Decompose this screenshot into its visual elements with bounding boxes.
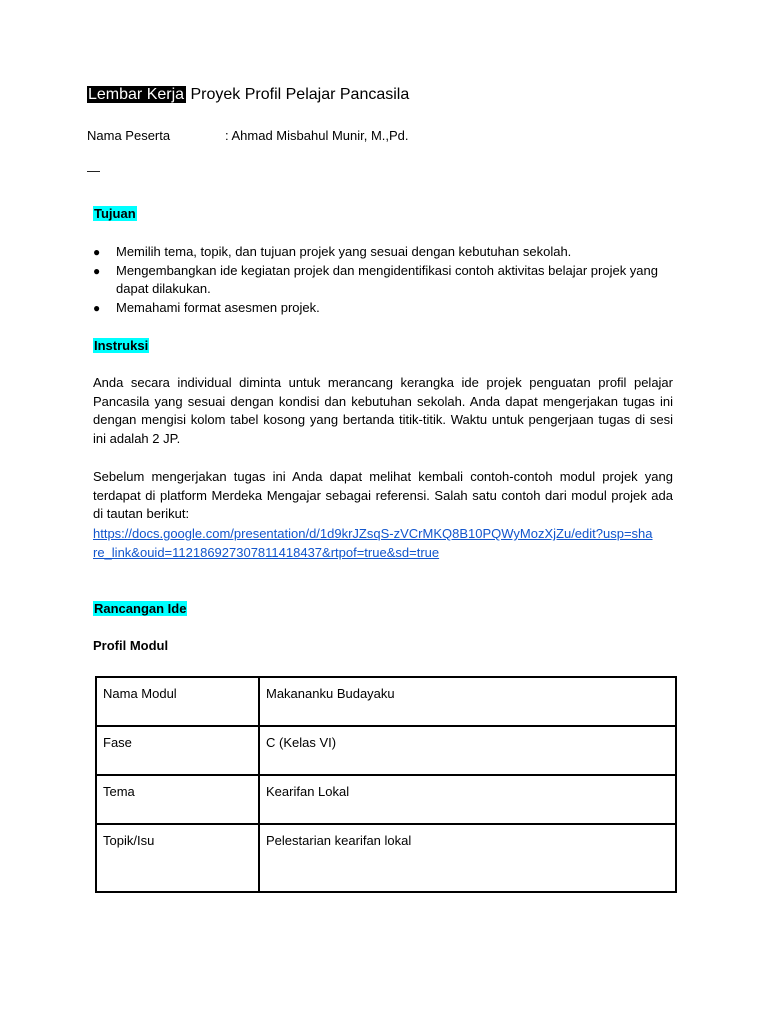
table-cell-value[interactable]: C (Kelas VI) — [259, 726, 676, 775]
table-row — [96, 824, 676, 892]
participant-label: Nama Peserta — [87, 128, 171, 143]
bullet-icon: ● — [93, 300, 101, 315]
participant-line — [87, 127, 409, 145]
table-cell-value[interactable]: Kearifan Lokal — [259, 775, 676, 824]
bullet-icon: ● — [93, 263, 101, 278]
tujuan-list — [93, 243, 693, 317]
instruksi-paragraph-1: Anda secara individual diminta untuk merancang kerangka ide projek penguatan profil pelajar Pancasila yang sesuai dengan kondisi dan kebutuhan sekolah. Anda dapat mengerjakan tugas ini dengan mengisi kolom tabel kosong yang bertanda titik-titik. Waktu untuk pengerjaan tugas di sesi ini adalah 2 JP. — [93, 375, 673, 446]
table-row — [96, 677, 676, 726]
list-item — [93, 299, 693, 318]
table-cell-value[interactable]: Pelestarian kearifan lokal — [259, 824, 676, 892]
list-item-text: Memahami format asesmen projek. — [116, 299, 320, 315]
instruksi-paragraph-2: Sebelum mengerjakan tugas ini Anda dapat melihat kembali contoh-contoh modul projek yang terdapat di platform Merdeka Mengajar sebagai referensi. Salah satu contoh dari modul projek ada di tautan berikut: — [93, 469, 673, 521]
table-cell-label: Fase — [96, 726, 259, 775]
table-cell-label: Tema — [96, 775, 259, 824]
table-row — [96, 775, 676, 824]
table-cell-label: Nama Modul — [96, 677, 259, 726]
list-item — [93, 262, 693, 299]
list-item-text: Memilih tema, topik, dan tujuan projek yang sesuai dengan kebutuhan sekolah. — [116, 244, 572, 259]
table-row — [96, 726, 676, 775]
list-item — [93, 243, 693, 262]
rancangan-heading-text: Rancangan Ide — [94, 601, 187, 616]
separator-dash: — — [87, 163, 100, 178]
tujuan-heading — [93, 205, 137, 222]
list-item-text: Mengembangkan ide kegiatan projek dan mengidentifikasi contoh aktivitas belajar projek yang dapat dilakukan. — [116, 262, 659, 296]
participant-value: : Ahmad Misbahul Munir, M.,Pd. — [225, 128, 409, 143]
title-highlight: Lembar Kerja — [88, 86, 185, 103]
title-rest: Proyek Profil Pelajar Pancasila — [186, 86, 410, 103]
table-cell-label: Topik/Isu — [96, 824, 259, 892]
profil-modul-table — [95, 676, 677, 893]
tujuan-heading-text: Tujuan — [94, 206, 136, 221]
table-cell-value[interactable]: Makananku Budayaku — [259, 677, 676, 726]
page-title — [87, 85, 409, 105]
rancangan-heading — [93, 600, 187, 617]
profil-modul-heading: Profil Modul — [93, 638, 169, 653]
instruksi-heading-text: Instruksi — [94, 338, 149, 353]
bullet-icon: ● — [93, 245, 101, 259]
instruksi-heading — [93, 337, 149, 354]
reference-link[interactable]: https://docs.google.com/presentation/d/1d9krJZsqS-zVCrMKQ8B10PQWyMozXjZu/edit?usp=share_link&ouid=112186927307811418437&rtpof=true&sd=true — [93, 526, 653, 560]
